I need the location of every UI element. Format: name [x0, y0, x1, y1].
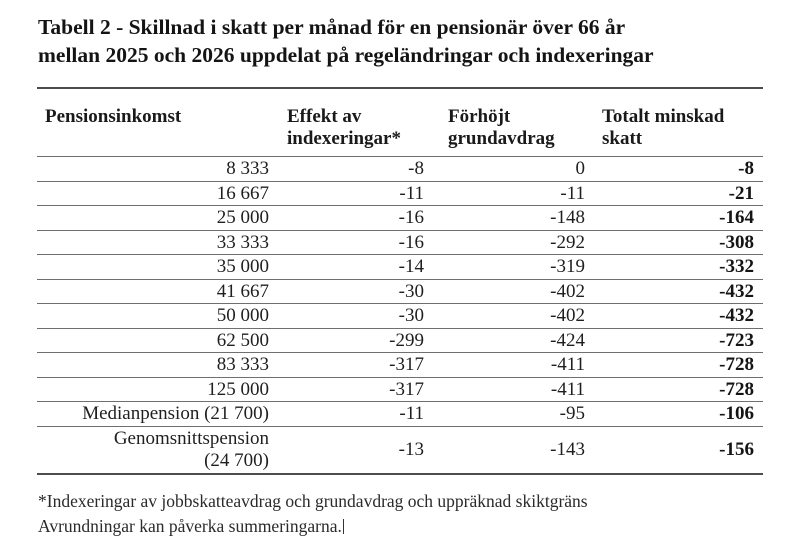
- table-header-row: [37, 88, 763, 157]
- cell-income: Medianpension (21 700): [37, 402, 272, 427]
- cell-indexing-effect: -16: [272, 206, 430, 231]
- cell-indexing-effect: -299: [272, 328, 430, 353]
- cell-income: 16 667: [37, 181, 272, 206]
- cell-indexing-effect: -11: [272, 402, 430, 427]
- cell-total-reduction: -21: [588, 181, 763, 206]
- cell-total-reduction: -106: [588, 402, 763, 427]
- table-row: [37, 157, 763, 182]
- cell-total-reduction: -8: [588, 157, 763, 182]
- cell-income: 50 000: [37, 304, 272, 329]
- cell-total-reduction: -432: [588, 279, 763, 304]
- footnote-line-2: Avrundningar kan påverka summeringarna.: [38, 516, 342, 536]
- cell-basic-allowance: -319: [430, 255, 588, 280]
- cell-basic-allowance: -148: [430, 206, 588, 231]
- table-row: [37, 279, 763, 304]
- cell-indexing-effect: -30: [272, 304, 430, 329]
- table-row-medianpension: [37, 402, 763, 427]
- table-row: [37, 377, 763, 402]
- cell-indexing-effect: -11: [272, 181, 430, 206]
- header-pensionsinkomst: Pensionsinkomst: [37, 88, 272, 157]
- cell-basic-allowance: -424: [430, 328, 588, 353]
- title-line-1: Tabell 2 - Skillnad i skatt per månad för en pensionär över 66 år: [38, 15, 626, 39]
- cell-income: 33 333: [37, 230, 272, 255]
- tax-table-container: [37, 87, 763, 475]
- cell-indexing-effect: -30: [272, 279, 430, 304]
- cell-indexing-effect: -16: [272, 230, 430, 255]
- cell-basic-allowance: -143: [550, 439, 585, 460]
- table-row: [37, 181, 763, 206]
- cell-total-reduction: -728: [588, 377, 763, 402]
- text-cursor: [343, 519, 344, 534]
- cell-income: 8 333: [37, 157, 272, 182]
- cell-indexing-effect: -8: [272, 157, 430, 182]
- title-line-2: mellan 2025 och 2026 uppdelat på regeländringar och indexeringar: [38, 43, 654, 67]
- cell-total-reduction: -332: [588, 255, 763, 280]
- cell-indexing-effect: -317: [272, 377, 430, 402]
- table-row: [37, 304, 763, 329]
- table-row-genomsnittspension: [37, 426, 763, 474]
- page-title: [38, 13, 654, 69]
- cell-total-reduction: -723: [588, 328, 763, 353]
- cell-income: [37, 426, 272, 474]
- cell-indexing-effect: -14: [272, 255, 430, 280]
- tax-difference-table: [37, 87, 763, 475]
- table-row: [37, 353, 763, 378]
- cell-indexing-effect: -13: [398, 439, 424, 460]
- cell-indexing-effect: -317: [272, 353, 430, 378]
- table-row: [37, 255, 763, 280]
- cell-income: 125 000: [37, 377, 272, 402]
- cell-total-reduction: -308: [588, 230, 763, 255]
- cell-basic-allowance: -411: [430, 353, 588, 378]
- header-effekt-av-indexeringar: Effekt av indexeringar*: [272, 88, 430, 157]
- cell-income: 25 000: [37, 206, 272, 231]
- income-label-line-1: Genomsnittspension: [113, 427, 269, 449]
- cell-total-reduction: -164: [588, 206, 763, 231]
- header-forhojt-grundavdrag: Förhöjt grundavdrag: [430, 88, 588, 157]
- cell-total-reduction: -156: [719, 439, 754, 460]
- footnote-line-1: *Indexeringar av jobbskatteavdrag och grundavdrag och uppräknad skiktgräns: [38, 491, 588, 511]
- cell-total-reduction: -728: [588, 353, 763, 378]
- cell-basic-allowance: -402: [430, 279, 588, 304]
- cell-basic-allowance: -402: [430, 304, 588, 329]
- table-row: [37, 328, 763, 353]
- cell-income: 41 667: [37, 279, 272, 304]
- footnotes: [38, 489, 588, 539]
- table-row: [37, 230, 763, 255]
- cell-income: 35 000: [37, 255, 272, 280]
- cell-basic-allowance: -411: [430, 377, 588, 402]
- cell-income: 83 333: [37, 353, 272, 378]
- cell-income: 62 500: [37, 328, 272, 353]
- cell-total-reduction: -432: [588, 304, 763, 329]
- cell-basic-allowance: -292: [430, 230, 588, 255]
- header-totalt-minskad-skatt: Totalt minskad skatt: [588, 88, 763, 157]
- cell-basic-allowance: -95: [430, 402, 588, 427]
- table-row: [37, 206, 763, 231]
- income-label-line-2: (24 700): [204, 449, 269, 471]
- cell-basic-allowance: -11: [430, 181, 588, 206]
- cell-basic-allowance: 0: [430, 157, 588, 182]
